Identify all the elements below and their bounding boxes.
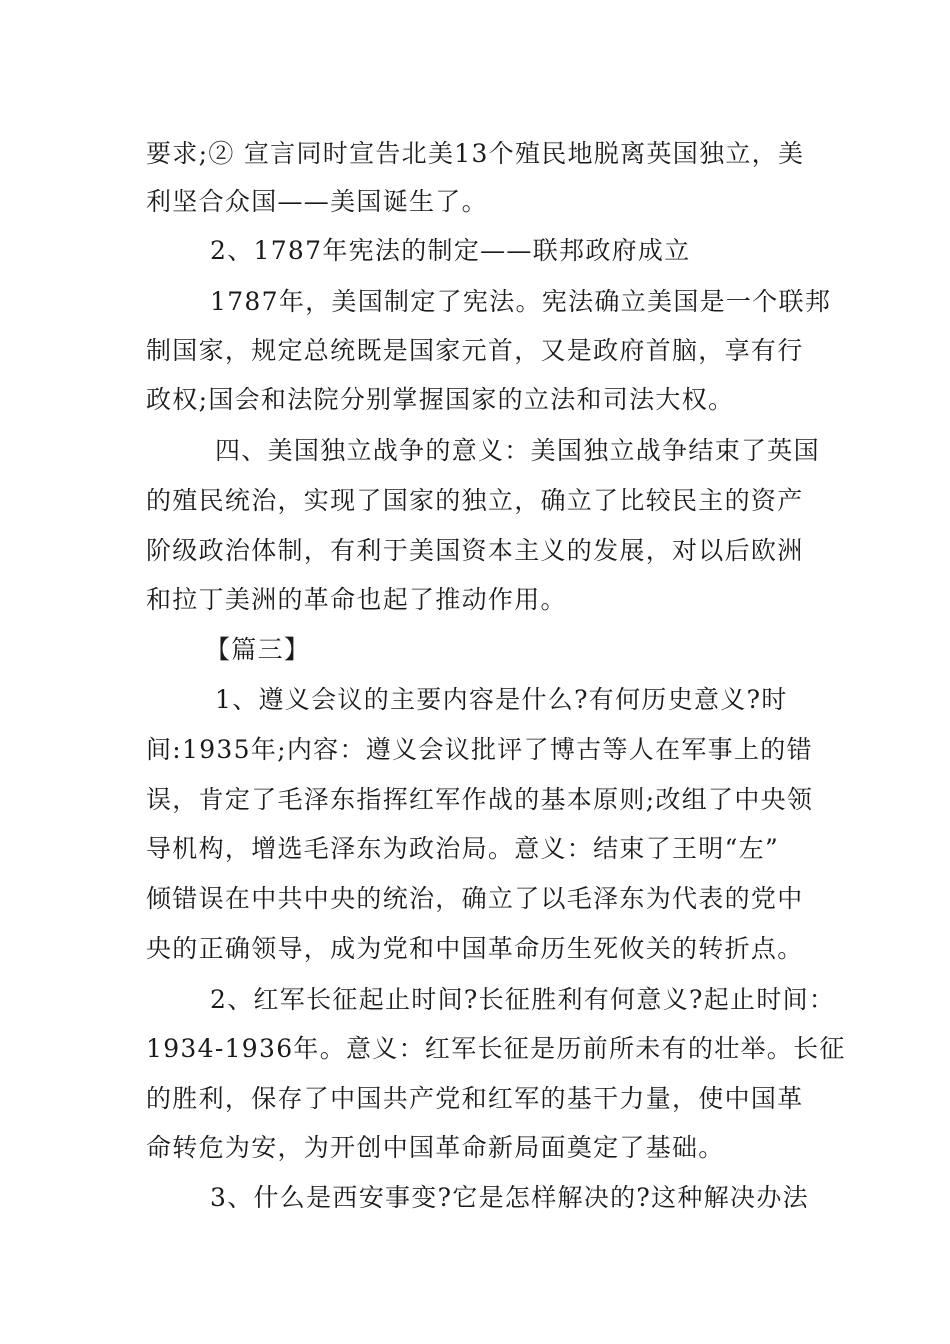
text-line: 阶级政治体制，有利于美国资本主义的发展，对以后欧洲 <box>146 536 804 565</box>
text-line: 3、什么是西安事变?它是怎样解决的?这种解决办法 <box>210 1183 809 1212</box>
text-line: 1、遵义会议的主要内容是什么?有何历史意义?时 <box>215 685 788 714</box>
text-line: 误，肯定了毛泽东指挥红军作战的基本原则;改组了中央领 <box>146 785 814 814</box>
text-line: 央的正确领导，成为党和中国革命历生死攸关的转折点。 <box>146 934 804 963</box>
text-line: 要求;② 宣言同时宣告北美13个殖民地脱离英国独立，美 <box>146 139 805 168</box>
section-heading: 2、1787年宪法的制定——联邦政府成立 <box>210 236 691 265</box>
text-line: 的胜利，保存了中国共产党和红军的基干力量，使中国革 <box>146 1084 804 1113</box>
text-line: 间:1935年;内容：遵义会议批评了博古等人在军事上的错 <box>146 735 813 764</box>
text-line: 利坚合众国——美国诞生了。 <box>146 187 488 216</box>
text-line: 制国家，规定总统既是国家元首，又是政府首脑，享有行 <box>146 336 804 365</box>
text-line: 命转危为安，为开创中国革命新局面奠定了基础。 <box>146 1133 725 1162</box>
text-line: 2、红军长征起止时间?长征胜利有何意义?起止时间： <box>210 985 836 1014</box>
text-line: 1787年，美国制定了宪法。宪法确立美国是一个联邦 <box>210 287 832 316</box>
text-line: 的殖民统治，实现了国家的独立，确立了比较民主的资产 <box>146 486 804 515</box>
chapter-heading: 【篇三】 <box>205 635 311 664</box>
text-line: 和拉丁美洲的革命也起了推动作用。 <box>146 585 567 614</box>
text-line: 导机构，增选毛泽东为政治局。意义：结束了王明“左” <box>146 834 780 863</box>
text-line: 四、美国独立战争的意义：美国独立战争结束了英国 <box>215 436 820 465</box>
text-line: 政权;国会和法院分别掌握国家的立法和司法大权。 <box>146 385 735 414</box>
text-line: 1934-1936年。意义：红军长征是历前所未有的壮举。长征 <box>146 1034 846 1063</box>
text-line: 倾错误在中共中央的统治，确立了以毛泽东为代表的党中 <box>146 884 804 913</box>
